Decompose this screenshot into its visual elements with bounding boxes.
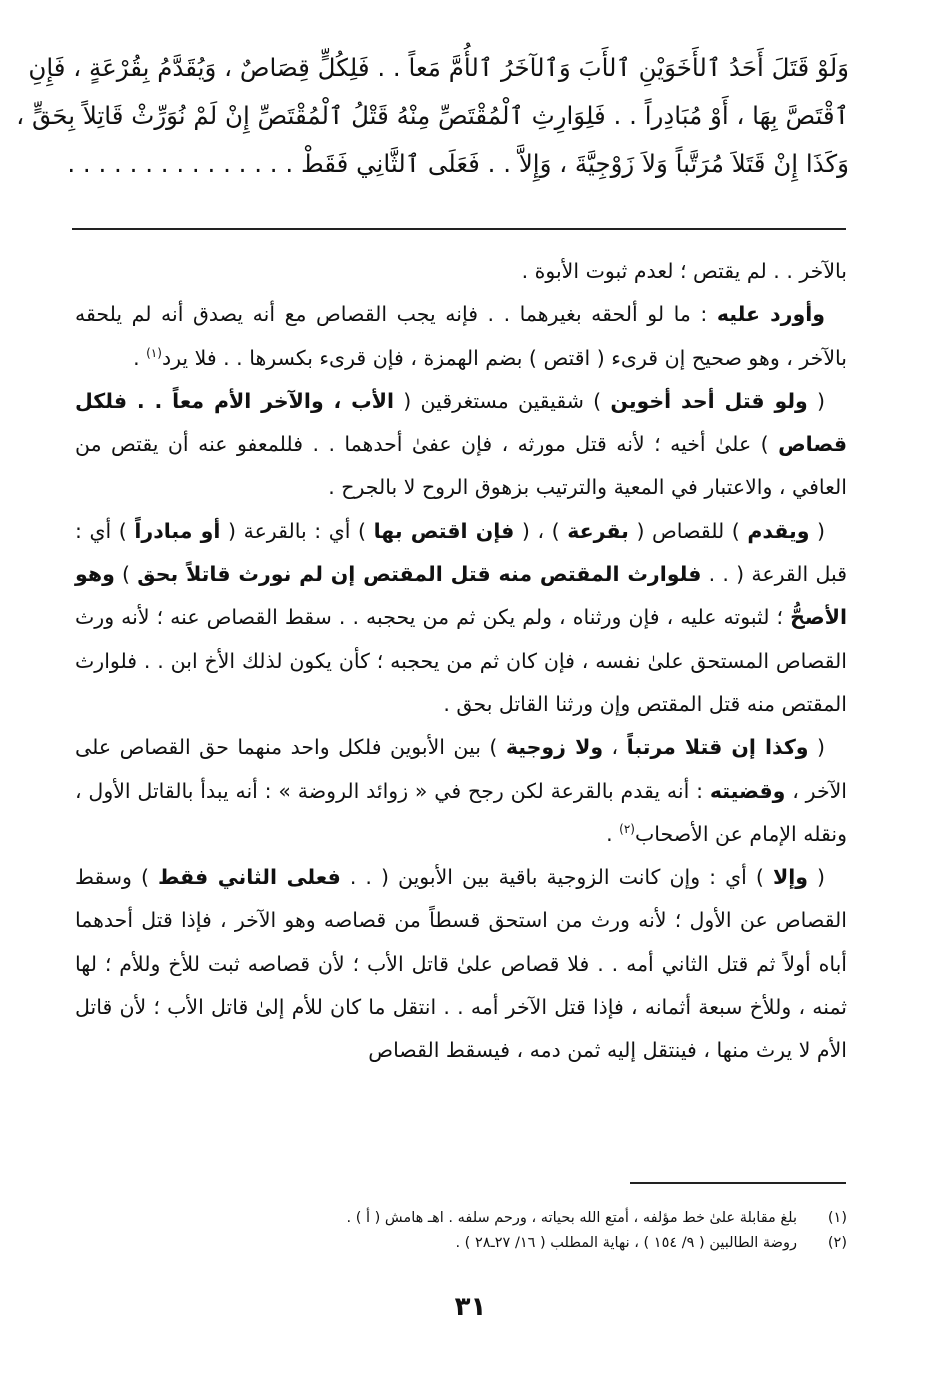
- sharh-paragraph: وأورد عليه : ما لو ألحقه بغيرهما . . فإنه يجب القصاص مع أنه يصدق أنه لم يلحقه بالآخر ، وهو صحيح إن قرىء ( اقتص ) بضم الهمزة ، فإن قرىء بكسرها . . فلا يرد$^{(١)}$ .: [75, 302, 847, 370]
- sharh-paragraph: ( وإلا ) أي : وإن كانت الزوجية باقية بين الأبوين ( . . فعلى الثاني فقط ) وسقط القصاص عن الأول ؛ لأنه ورث من استحق قسطاً من قصاصه وهو الآخر ، فإذا قتل أحدهما أباه أولاً ثم قتل الثاني أمه . . فلا قصاص علىٰ قاتل الأب ؛ لأن قصاصه ثبت للأخ وللأم ؛ لها ثمنه ، وللأخ سبعة أثمانه ، فإذا قتل الآخر أمه . . انتقل ما كان للأم إلىٰ قاتل الأب ؛ لأن قاتل الأم لا يرث منها ، فينتقل إليه ثمن دمه ، فيسقط القصاص: [75, 865, 847, 1063]
- sharh-paragraph: بالآخر . . لم يقتص ؛ لعدم ثبوت الأبوة .: [521, 259, 847, 283]
- footnote-text: بلغ مقابلة علىٰ خط مؤلفه ، أمتع الله بحياته ، ورحم سلفه . اهـ هامش ( أ ) .: [346, 1210, 797, 1226]
- footnote-ref[interactable]: (١): [146, 345, 162, 360]
- matn-separator-rule: [72, 228, 846, 230]
- matn-text-block: [16, 44, 849, 188]
- footnote-item: [75, 1231, 847, 1256]
- footnote-ref[interactable]: (٢): [619, 822, 635, 837]
- sharh-paragraph: ( وكذا إن قتلا مرتباً ، ولا زوجية ) بين الأبوين فلكل واحد منهما حق القصاص على الآخر ، وقضيته : أنه يقدم بالقرعة لكن رجح في « زوائد الروضة » : أنه يبدأ بالقاتل الأول ، ونقله الإمام عن الأصحاب$^{(٢)}$ .: [75, 735, 848, 846]
- footnotes: [75, 1206, 847, 1256]
- footnote-number: (٢): [827, 1235, 847, 1251]
- footnote-separator-rule: [630, 1182, 846, 1184]
- sharh-commentary-block: [75, 250, 847, 1073]
- matn-line: وَكَذَا إِنْ قَتَلاَ مُرَتَّباً وَلاَ زَوْجِيَّةَ ، وَإِلاَّ . . فَعَلَى ٱلثَّانِي فَقَطْ . . . . . . . . . . . . . . .: [67, 149, 849, 178]
- footnote-item: [75, 1206, 847, 1231]
- footnote-number: (١): [827, 1210, 847, 1226]
- footnote-text: روضة الطالبين ( ٩/ ١٥٤ ) ، نهاية المطلب ( ١٦/ ٢٧ـ٢٨ ) .: [455, 1235, 797, 1251]
- matn-line: وَلَوْ قَتَلَ أَحَدُ ٱلأَخَوَيْنِ ٱلأَبَ وَٱلآخَرُ ٱلأُمَّ مَعاً . . فَلِكُلٍّ قِصَاصٌ ، وَيُقَدَّمُ بِقُرْعَةٍ ، فَإِنِ: [28, 53, 849, 82]
- sharh-paragraph: ( ولو قتل أحد أخوين ) شقيقين مستغرقين ( الأب ، والآخر الأم معاً . . فلكل قصاص ) علىٰ أخيه ؛ لأنه قتل مورثه ، فإن عفىٰ أحدهما . . فللمعفو عنه أن يقتص من العافي ، والاعتبار في المعية والترتيب بزهوق الروح لا بالجرح .: [75, 388, 847, 500]
- page-number: ٣١: [454, 1292, 487, 1322]
- sharh-paragraph: ( ويقدم ) للقصاص ( بقرعة ) ، ( فإن اقتص بها ) أي : بالقرعة ( أو مبادراً ) أي : قبل القرعة ( . . فلوارث المقتص منه قتل المقتص إن لم نورث قاتلاً بحق ) وهو الأصحُّ ؛ لثبوته عليه ، فإن ورثناه ، ولم يكن ثم من يحجبه . . سقط القصاص عنه ؛ لأنه ورث القصاص المستحق علىٰ نفسه ، فإن كان ثم من يحجبه ؛ كأن يكون لذلك الأخ ابن . . فلوارث المقتص منه قتل المقتص وإن ورثنا القاتل بحق .: [75, 518, 847, 716]
- matn-line: ٱقْتَصَّ بِهَا ، أَوْ مُبَادِراً . . فَلِوَارِثِ ٱلْمُقْتَصِّ مِنْهُ قَتْلُ ٱلْمُقْتَصِّ إِنْ لَمْ نُوَرِّثْ قَاتِلاً بِحَقٍّ ،: [16, 101, 849, 130]
